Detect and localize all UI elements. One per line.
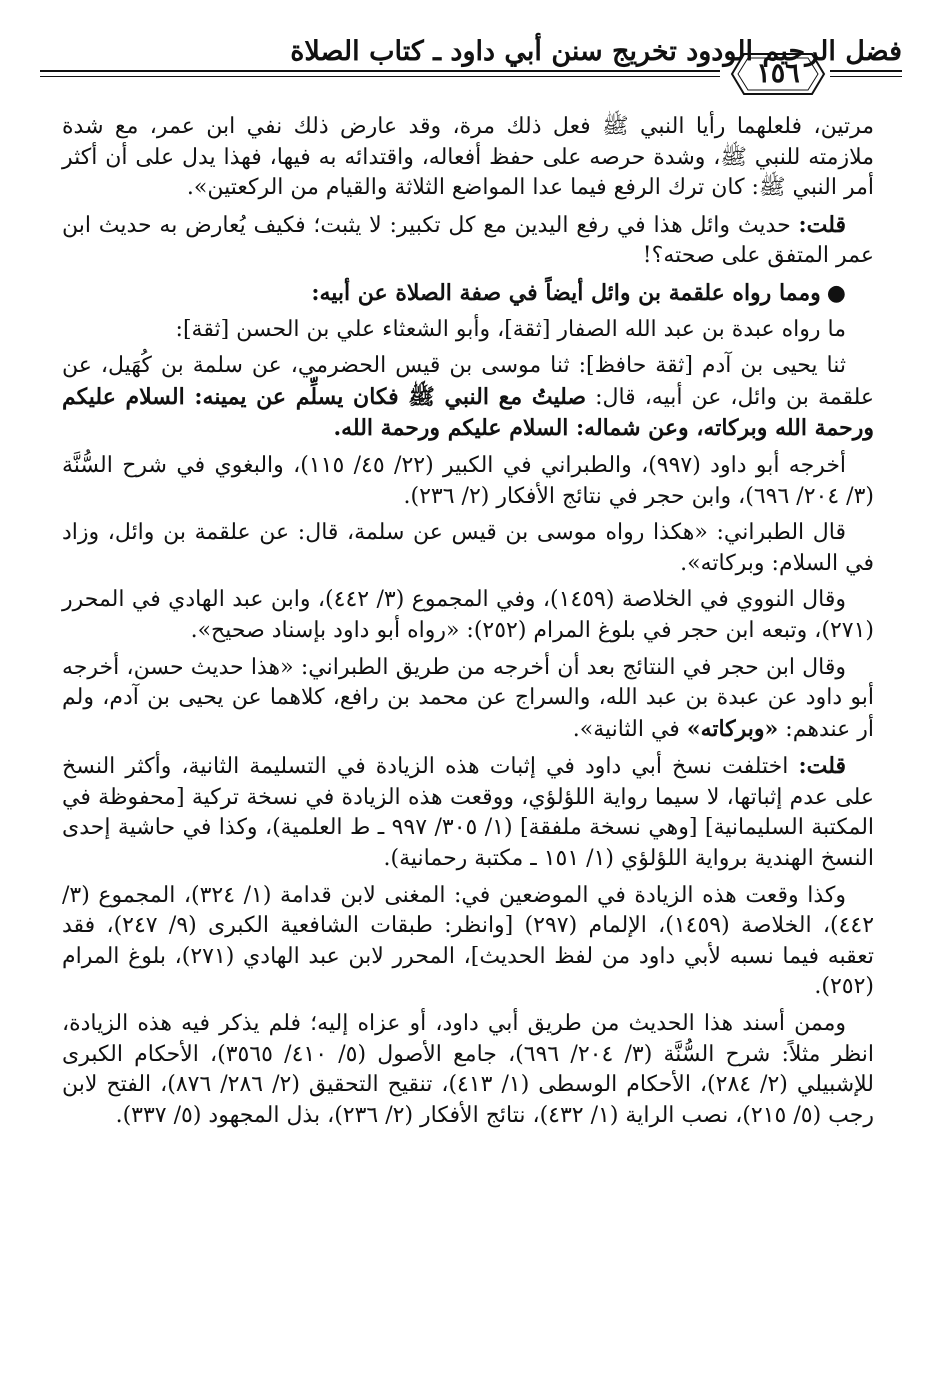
qultu-keyword: قلت:	[798, 211, 846, 238]
section-heading-text: ومما رواه علقمة بن وائل أيضاً في صفة الصلاة عن أبيه:	[311, 279, 821, 306]
paragraph: قال الطبراني: «هكذا رواه موسى بن قيس عن سلمة، قال: عن علقمة بن وائل، وزاد في السلام: وبركاته».	[62, 520, 874, 576]
main-text	[62, 112, 874, 1131]
paragraph-text: حديث وائل هذا في رفع اليدين مع كل تكبير: لا يثبت؛ فكيف يُعارض به حديث ابن عمر المتفق على صحته؟!	[62, 212, 874, 269]
paragraph	[62, 751, 874, 874]
paragraph-text: في الثانية».	[572, 716, 687, 742]
paragraph-text: وقال ابن حجر في النتائج بعد أن أخرجه من طريق الطبراني: «هذا حديث حسن، أخرجه أبو داود عن عبدة بن عبد الله، والسراج عن محمد بن رافع، كلاهما عن يحيى بن آدم، ولم أر عندهم:	[62, 654, 874, 742]
paragraph: وقال النووي في الخلاصة (١٤٥٩)، وفي المجموع (٣/ ٤٤٢)، وابن عبد الهادي في المحرر (٢٧١)، وتبعه ابن حجر في بلوغ المرام (٢٥٢): «رواه أبو داود بإسناد صحيح».	[62, 587, 874, 643]
matn-text: صليتُ مع النبي ﷺ فكان يسلِّم عن يمينه: السلام عليكم ورحمة الله وبركاته، وعن شماله: السلام عليكم ورحمة الله.	[62, 383, 874, 442]
page-number: ١٥٦	[756, 58, 800, 89]
isnad-text: ثنا يحيى بن آدم [ثقة حافظ]: ثنا موسى بن قيس الحضرمي، عن سلمة بن كُهَيل، عن علقمة بن وائل، عن أبيه، قال:	[62, 353, 874, 410]
page-header	[40, 30, 902, 110]
header-rule	[830, 70, 902, 72]
header-rule	[40, 70, 720, 72]
paragraph: أخرجه أبو داود (٩٩٧)، والطبراني في الكبير (٢٢/ ٤٥/ ١١٥)، والبغوي في شرح السُّنَّة (٣/ ٢٠٤/ ٦٩٦)، وابن حجر في نتائج الأفكار (٢/ ٢٣٦).	[62, 452, 874, 509]
header-rule	[40, 76, 720, 77]
paragraph	[62, 210, 874, 272]
paragraph	[62, 653, 874, 746]
paragraph: وكذا وقعت هذه الزيادة في الموضعين في: المغنى لابن قدامة (١/ ٣٢٤)، المجموع (٣/ ٤٤٢)، الخلاصة (١٤٥٩)، الإلمام (٢٩٧) [وانظر: طبقات الشافعية الكبرى (٩/ ٢٤٧)، فقد تعقبه فيما نسبه لأبي داود من لفظ الحديث]، المحرر لابن عبد الهادي (٢٧١)، بلوغ المرام (٢٥٢).	[62, 882, 875, 1000]
running-title: فضل الرحيم الودود تخريج سنن أبي داود ـ كتاب الصلاة	[290, 36, 902, 67]
header-rule	[830, 76, 902, 77]
hadith-paragraph	[62, 351, 874, 445]
bullet-icon: ●	[826, 279, 846, 306]
paragraph-text: اختلفت نسخ أبي داود في إثبات هذه الزيادة في التسليمة الثانية، وأكثر النسخ على عدم إثباتها، لا سيما رواية اللؤلؤي، ووقعت هذه الزيادة في نسخة تركية [محفوظة في المكتبة السليمانية] [وهي نسخة ملفقة] (١/ ٣٠٥/ ٩٩٧ ـ ط العلمية)، وكذا في حاشية إحدى النسخ الهندية برواية اللؤلؤي (١/ ١٥١ ـ مكتبة رحمانية).	[62, 754, 875, 872]
paragraph: مرتين، فلعلهما رأيا النبي ﷺ فعل ذلك مرة، وقد عارض ذلك نفي ابن عمر، مع شدة ملازمته للنبي ﷺ، وشدة حرصه على حفظ أفعاله، واقتدائه به فيها، فهذا يدل على أن أكثر أمر النبي ﷺ: كان ترك الرفع فيما عدا المواضع الثلاثة والقيام من الركعتين».	[62, 114, 874, 201]
bold-word: «وبركاته»	[686, 715, 779, 742]
section-heading	[62, 278, 874, 309]
paragraph: ما رواه عبدة بن عبد الله الصفار [ثقة]، وأبو الشعثاء علي بن الحسن [ثقة]:	[175, 316, 846, 342]
qultu-keyword: قلت:	[798, 753, 846, 780]
paragraph: وممن أسند هذا الحديث من طريق أبي داود، أو عزاه إليه؛ فلم يذكر فيه هذه الزيادة، انظر مثلاً: شرح السُّنَّة (٣/ ٢٠٤/ ٦٩٦)، جامع الأصول (٥/ ٤١٠/ ٣٥٦٥)، الأحكام الكبرى للإشبيلي (٢/ ٢٨٤)، الأحكام الوسطى (١/ ٤١٣)، تنقيح التحقيق (٢/ ٢٨٦/ ٨٧٦)، الفتح لابن رجب (٥/ ٢١٥)، نصب الراية (١/ ٤٣٢)، نتائج الأفكار (٢/ ٢٣٦)، بذل المجهود (٥/ ٣٣٧).	[62, 1011, 875, 1128]
